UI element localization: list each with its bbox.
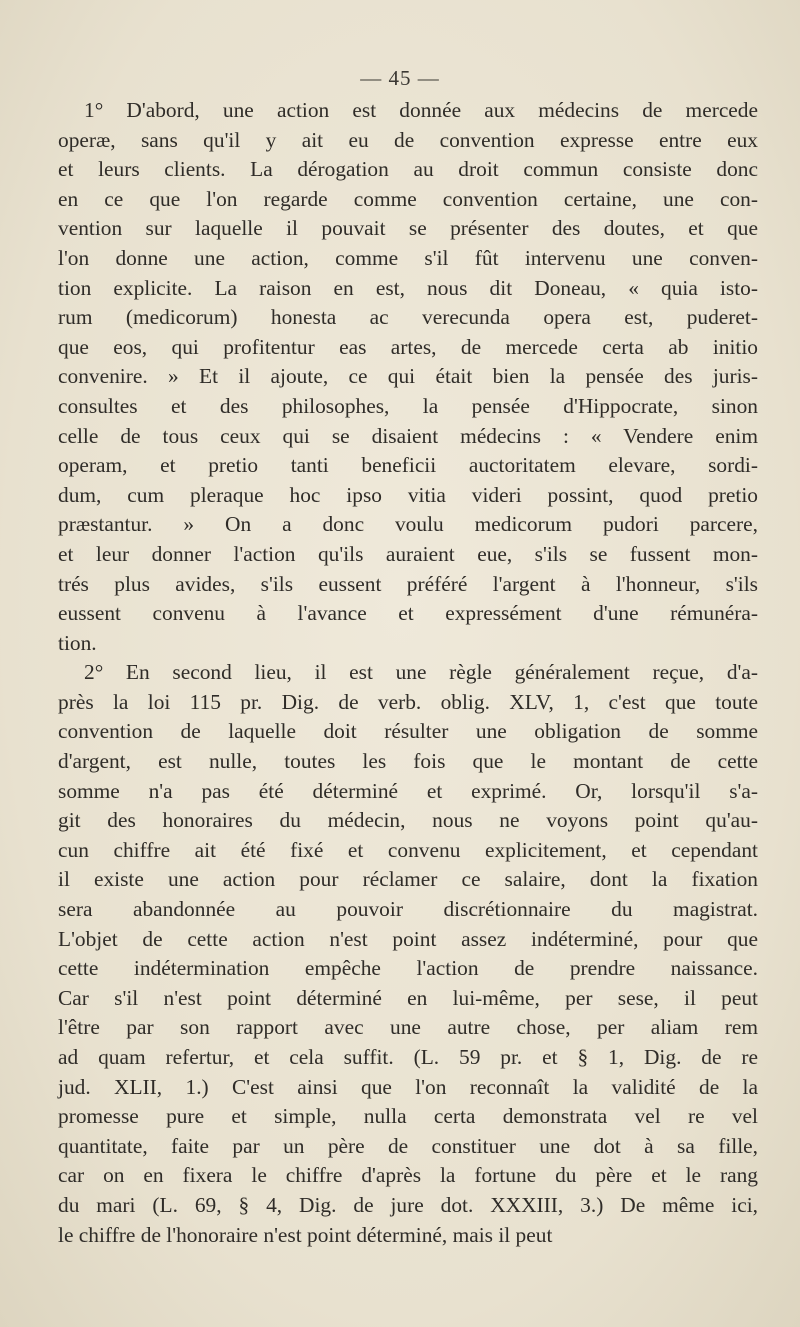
text-line: operam, et pretio tanti beneficii auctoritatem elevare, sordi- (58, 453, 758, 478)
text-line: l'être par son rapport avec une autre chose, per aliam rem (58, 1015, 758, 1040)
text-line: dum, cum pleraque hoc ipso vitia videri possint, quod pretio (58, 482, 758, 507)
text-line: du mari (L. 69, § 4, Dig. de jure dot. XXXIII, 3.) De même ici, (58, 1192, 758, 1217)
text-line: rum (medicorum) honesta ac verecunda opera est, puderet- (58, 305, 758, 330)
text-line: Car s'il n'est point déterminé en lui-même, per sese, il peut (58, 985, 758, 1010)
text-line: ad quam refertur, et cela suffit. (L. 59 pr. et § 1, Dig. de re (58, 1045, 758, 1069)
text-line: cun chiffre ait été fixé et convenu explicitement, et cependant (58, 837, 758, 862)
text-line: et leur donner l'action qu'ils auraient eue, s'ils se fussent mon- (58, 541, 758, 566)
text-line: vention sur laquelle il pouvait se présenter des doutes, et que (58, 216, 758, 241)
text-line: somme n'a pas été déterminé et exprimé. Or, lorsqu'il s'a- (58, 778, 758, 803)
text-line: il existe une action pour réclamer ce salaire, dont la fixation (58, 867, 758, 892)
text-line: et leurs clients. La dérogation au droit commun consiste donc (58, 157, 758, 182)
text-line: le chiffre de l'honoraire n'est point déterminé, mais il peut (58, 1222, 553, 1247)
text-line: L'objet de cette action n'est point assez indéterminé, pour que (58, 926, 758, 951)
text-line: trés plus avides, s'ils eussent préféré l'argent à l'honneur, s'ils (58, 571, 758, 596)
body-text (58, 96, 758, 1250)
text-line: celle de tous ceux qui se disaient médecins : « Vendere enim (58, 423, 758, 448)
text-line: eussent convenu à l'avance et expressément d'une rémunéra- (58, 601, 758, 626)
text-line: tion explicite. La raison en est, nous dit Doneau, « quia isto- (58, 275, 758, 300)
text-line: tion. (58, 630, 97, 655)
text-line: præstantur. » On a donc voulu medicorum pudori parcere, (58, 512, 758, 537)
text-line: près la loi 115 pr. Dig. de verb. oblig. XLV, 1, c'est que toute (58, 689, 758, 714)
text-line: jud. XLII, 1.) C'est ainsi que l'on reconnaît la validité de la (58, 1074, 758, 1099)
page-number: — 45 — (360, 66, 440, 90)
text-line: promesse pure et simple, nulla certa demonstrata vel re vel (58, 1104, 758, 1129)
text-line: d'argent, est nulle, toutes les fois que le montant de cette (58, 749, 758, 774)
text-line: en ce que l'on regarde comme convention certaine, une con- (58, 186, 758, 211)
text-line: git des honoraires du médecin, nous ne voyons point qu'au- (58, 808, 758, 833)
text-line: convention de laquelle doit résulter une obligation de somme (58, 719, 758, 744)
text-line: convenire. » Et il ajoute, ce qui était bien la pensée des juris- (58, 364, 758, 389)
text-line: quantitate, faite par un père de constituer une dot à sa fille, (58, 1133, 758, 1158)
text-line: sera abandonnée au pouvoir discrétionnaire du magistrat. (58, 897, 758, 922)
text-line: 2° En second lieu, il est une règle généralement reçue, d'a- (84, 660, 758, 685)
text-line: 1° D'abord, une action est donnée aux médecins de mercede (84, 98, 758, 122)
text-line: cette indétermination empêche l'action de prendre naissance. (58, 956, 758, 981)
text-line: consultes et des philosophes, la pensée d'Hippocrate, sinon (58, 393, 758, 418)
text-line: l'on donne une action, comme s'il fût intervenu une conven- (58, 245, 758, 270)
text-line: operæ, sans qu'il y ait eu de convention expresse entre eux (58, 127, 758, 152)
text-line: que eos, qui profitentur eas artes, de mercede certa ab initio (58, 334, 758, 359)
text-line: car on en fixera le chiffre d'après la fortune du père et le rang (58, 1163, 758, 1188)
